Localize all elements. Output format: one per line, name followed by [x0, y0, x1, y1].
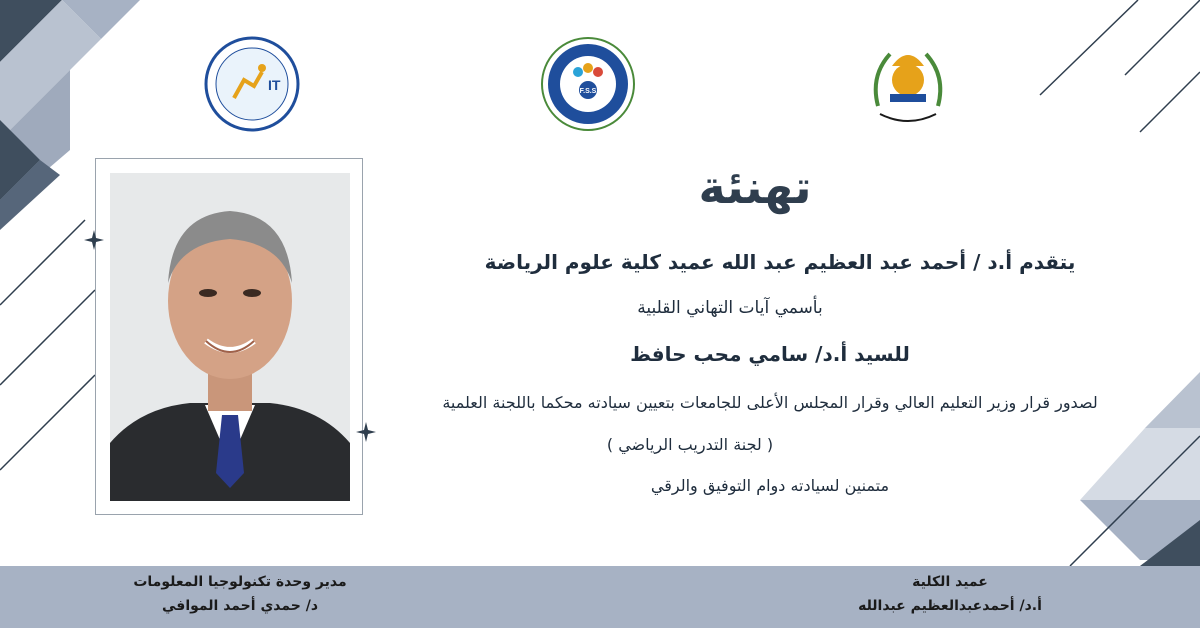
message-line-recipient: للسيد أ.د/ سامي محب حافظ	[630, 342, 910, 366]
it-director-name: د/ حمدي أحمد الموافي	[161, 598, 319, 614]
it-director-title: مدير وحدة تكنولوجيا المعلومات	[133, 574, 347, 590]
sparkle-icon	[356, 422, 376, 442]
dean-name: أ.د/ أحمدعبدالعظيم عبدالله	[858, 598, 1042, 614]
message-line-sender: يتقدم أ.د / أحمد عبد العظيم عبد الله عميد كلية علوم الرياضة	[484, 250, 1076, 274]
message-line-committee: ( لجنة التدريب الرياضي )	[606, 435, 774, 454]
it-unit-logo	[204, 36, 300, 132]
portrait-frame	[95, 158, 363, 515]
page-title: تهنئة	[698, 160, 812, 214]
university-logo	[860, 36, 956, 132]
message-line-greeting: بأسمي آيات التهاني القلبية	[637, 298, 823, 318]
portrait-photo	[110, 173, 350, 501]
message-line-reason: لصدور قرار وزير التعليم العالي وقرار المجلس الأعلى للجامعات بتعيين سيادته محكما باللجنة العلمية	[442, 393, 1098, 412]
dean-title: عميد الكلية	[912, 574, 988, 590]
message-line-wishes: متمنين لسيادته دوام التوفيق والرقي	[650, 476, 890, 495]
it-unit-logo-text: IT	[268, 77, 281, 93]
faculty-logo-text: F.S.S	[579, 88, 597, 95]
faculty-logo	[540, 36, 636, 132]
sparkle-icon	[84, 230, 104, 250]
